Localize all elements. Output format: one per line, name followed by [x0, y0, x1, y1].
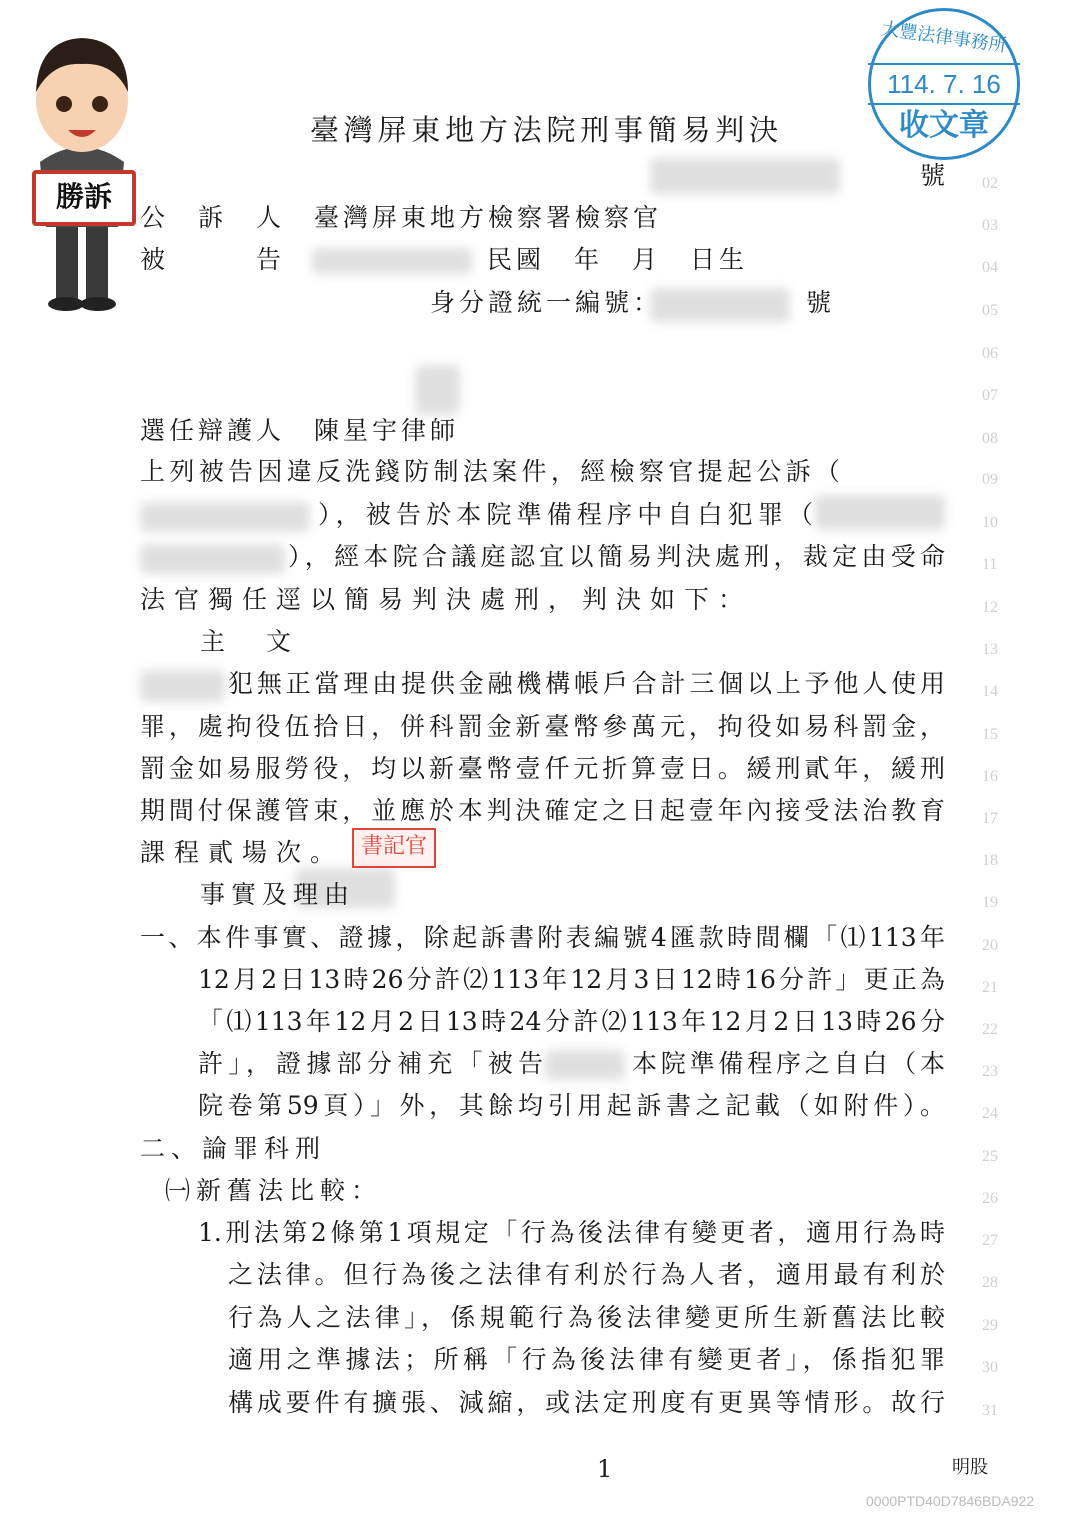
body-line: ），被告於本院準備程序中自白犯罪（	[318, 500, 813, 529]
case-number-suffix: 號	[920, 161, 946, 190]
line-number: 25	[982, 1148, 998, 1165]
body-line: 行為人之法律」，係規範行為後法律變更所生新舊法比較	[228, 1303, 945, 1332]
document-code: 0000PTD40D7846BDA922	[866, 1493, 1035, 1509]
body-line: 1.刑法第2條第1項規定「行為後法律有變更者，適用行為時	[198, 1218, 945, 1247]
body-line: 12月2日13時26分許⑵113年12月3日12時16分許」更正為	[198, 965, 945, 994]
redaction	[545, 1050, 625, 1080]
line-number: 16	[982, 768, 998, 785]
redaction	[140, 670, 225, 702]
line-number: 19	[982, 894, 998, 911]
body-line: 課程貳場次。	[140, 838, 345, 867]
line-number: 02	[982, 175, 998, 192]
body-line: 許」，證據部分補充「被告	[198, 1049, 543, 1078]
line-number: 23	[982, 1063, 998, 1080]
line-number: 21	[982, 979, 998, 996]
redaction	[312, 248, 472, 274]
redaction	[140, 544, 285, 574]
defender: 陳星宇律師	[314, 416, 460, 445]
id-label: 身分證統一編號：	[430, 288, 663, 317]
receipt-stamp	[868, 8, 1020, 160]
body-line: ），經本院合議庭認宜以簡易判決處刑，裁定由受命	[288, 542, 945, 571]
redaction	[415, 365, 460, 415]
line-number: 10	[982, 514, 998, 531]
body-line: 院卷第59頁）」外，其餘均引用起訴書之記載（如附件）。	[198, 1091, 945, 1120]
line-number: 20	[982, 937, 998, 954]
body-line: 之法律。但行為後之法律有利於行為人者，適用最有利於	[228, 1260, 945, 1289]
line-number: 14	[982, 683, 998, 700]
prosecutor: 臺灣屏東地方檢察署檢察官	[314, 203, 663, 232]
line-number: 29	[982, 1317, 998, 1334]
body-line: 法官獨任逕以簡易判決處刑，判決如下：	[140, 585, 753, 614]
line-number: 06	[982, 345, 998, 362]
redaction	[815, 495, 945, 530]
body-line: 本院準備程序之自白（本	[632, 1049, 945, 1078]
line-number: 17	[982, 810, 998, 827]
body-line: 適用之準據法；所稱「行為後法律有變更者」，係指犯罪	[228, 1345, 945, 1374]
defendant-label: 被 告	[140, 245, 286, 274]
line-number: 08	[982, 430, 998, 447]
body-line: 罰金如易服勞役，均以新臺幣壹仟元折算壹日。緩刑貳年，緩刑	[140, 754, 945, 783]
line-number: 18	[982, 852, 998, 869]
defender-label: 選任辯護人	[140, 416, 286, 445]
line-number: 11	[982, 556, 998, 573]
stamp-firm: 大豐法律事務所	[880, 18, 1008, 57]
line-number: 28	[982, 1274, 998, 1291]
defendant-birth: 民國 年 月 日生	[487, 245, 749, 274]
section-heading-facts: 事實及理由	[200, 880, 356, 909]
stamp-label: 收文章	[899, 108, 989, 143]
line-number: 04	[982, 259, 998, 276]
stamp-date: 114. 7. 16	[868, 63, 1020, 105]
body-line: 期間付保護管束，並應於本判決確定之日起壹年內接受法治教育	[140, 796, 945, 825]
prosecutor-label: 公 訴 人	[140, 203, 286, 232]
line-number: 05	[982, 302, 998, 319]
redaction	[650, 158, 840, 194]
clerk-name: 明股	[952, 1457, 988, 1478]
win-sign: 勝訴	[32, 170, 136, 226]
redaction	[650, 288, 790, 322]
line-number: 12	[982, 599, 998, 616]
line-number: 07	[982, 387, 998, 404]
body-line: 構成要件有擴張、減縮，或法定刑度有更異等情形。故行	[228, 1388, 945, 1417]
body-line: 犯無正當理由提供金融機構帳戶合計三個以上予他人使用	[228, 669, 945, 698]
section-heading-main: 主 文	[200, 627, 300, 656]
line-number: 03	[982, 217, 998, 234]
body-line: 罪，處拘役伍拾日，併科罰金新臺幣參萬元，拘役如易科罰金，	[140, 712, 945, 741]
document-title: 臺灣屏東地方法院刑事簡易判決	[310, 113, 778, 147]
page-number: 1	[597, 1455, 613, 1483]
body-line: 上列被告因違反洗錢防制法案件，經檢察官提起公訴（	[140, 457, 840, 486]
lawyer-cartoon-icon	[18, 12, 148, 314]
line-number: 30	[982, 1359, 998, 1376]
line-number: 13	[982, 641, 998, 658]
line-number: 22	[982, 1021, 998, 1038]
line-number: 15	[982, 726, 998, 743]
line-number: 09	[982, 471, 998, 488]
section-heading: 二、論罪科刑	[140, 1134, 327, 1163]
line-number: 27	[982, 1232, 998, 1249]
body-line: 「⑴113年12月2日13時24分許⑵113年12月2日13時26分	[198, 1007, 945, 1036]
line-number: 24	[982, 1105, 998, 1122]
section-heading: ㈠新舊法比較：	[165, 1176, 383, 1205]
clerk-stamp: 書記官	[352, 828, 436, 868]
line-number: 31	[982, 1402, 998, 1419]
line-number: 26	[982, 1190, 998, 1207]
id-suffix: 號	[806, 288, 832, 317]
redaction	[140, 502, 310, 532]
body-line: 一、本件事實、證據，除起訴書附表編號4匯款時間欄「⑴113年	[140, 923, 945, 952]
